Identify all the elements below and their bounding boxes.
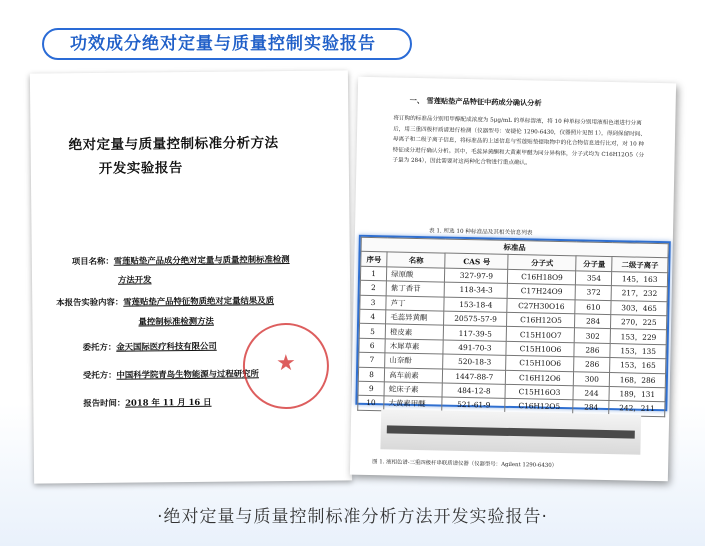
table-header-cell: 名称: [387, 252, 445, 268]
contractor-field: [83, 367, 259, 381]
table-body: [358, 266, 668, 416]
table-cell: 610: [575, 299, 611, 314]
table-cell: 蛇床子素: [384, 382, 442, 398]
table-cell: C16H18O9: [508, 269, 576, 285]
table-cell: C16H12O6: [506, 370, 574, 386]
standards-table: [357, 237, 669, 417]
table-cell: 153，135: [610, 343, 666, 359]
table-header-cell: CAS 号: [445, 253, 508, 269]
table-cell: 302: [575, 328, 611, 343]
analysis-page-document: [350, 77, 676, 482]
table-cell: 354: [576, 271, 612, 286]
table-cell: 高车前素: [385, 367, 443, 383]
table-cell: 7: [359, 352, 385, 367]
project-name-field: [72, 253, 290, 267]
document-stage: [22, 68, 682, 486]
standards-table-highlight: [355, 235, 670, 414]
table-cell: 3: [360, 295, 386, 310]
star-icon: ★: [275, 350, 296, 377]
table-cell: 绿原酸: [387, 267, 445, 283]
table-cell: 168，286: [610, 372, 666, 388]
table-cell: 286: [574, 357, 610, 372]
table-cell: 153-18-4: [444, 297, 507, 313]
table-cell: 244: [573, 386, 609, 401]
footer-caption: ·绝对定量与质量控制标准分析方法开发实验报告·: [157, 507, 548, 527]
table-cell: 153，165: [610, 358, 666, 374]
table-cell: 303，465: [611, 300, 667, 316]
table-cell: 117-39-5: [444, 325, 507, 341]
table-cell: 520-18-3: [443, 354, 506, 370]
report-title-line-2: 开发实验报告: [98, 160, 183, 177]
table-cell: 2: [360, 280, 386, 295]
client-field: [83, 340, 217, 353]
table-cell: 8: [358, 367, 384, 382]
official-seal-stamp: [242, 323, 329, 410]
table-cell: 木犀草素: [385, 339, 443, 355]
report-cover-document: [30, 70, 352, 483]
table-cell: 山奈酚: [385, 353, 443, 369]
instrument-photo: [380, 409, 641, 454]
report-content-value-1: 雪莲贴垫产品特征物质绝对定量结果及质: [123, 295, 275, 307]
table-cell: 1447-88-7: [443, 369, 506, 385]
project-name-label: 项目名称：: [71, 255, 114, 267]
table-cell: 6: [359, 338, 385, 353]
table-cell: C27H30O16: [507, 298, 575, 314]
contractor-value: 中国科学院青岛生物能源与过程研究所: [116, 368, 259, 380]
report-content-field: [56, 294, 274, 308]
contractor-label: 受托方：: [82, 369, 117, 381]
table-cell: 284: [573, 400, 609, 415]
table-cell: C15H10O6: [506, 356, 574, 372]
report-date-field: [83, 396, 211, 409]
table-cell: 4: [360, 309, 386, 324]
table-cell: 橙皮素: [385, 324, 443, 340]
table-cell: 491-70-3: [443, 340, 506, 356]
section-title-badge: [42, 28, 412, 60]
report-title-line-1: 绝对定量与质量控制标准分析方法: [68, 135, 279, 154]
table-cell: 284: [575, 314, 611, 329]
table-header-cell: 分子量: [576, 256, 612, 271]
figure-caption: 图 1. 液相色谱-三重四极杆串联质谱仪器（仪器型号：Agilent 1290-6430）: [372, 459, 558, 469]
client-value: 金天国际医疗科技有限公司: [116, 340, 217, 352]
project-name-value-1: 雪莲贴垫产品成分绝对定量与质量控制标准检测: [113, 253, 290, 266]
table-cell: 286: [574, 343, 610, 358]
table-cell: 芦丁: [386, 295, 444, 311]
table-cell: 270，225: [611, 315, 667, 331]
table-cell: 9: [358, 381, 384, 396]
table-cell: 118-34-3: [445, 282, 508, 298]
table-cell: C15H10O7: [507, 327, 575, 343]
report-date-label: 报告时间：: [83, 397, 126, 409]
table-cell: C15H16O3: [505, 384, 573, 400]
table-cell: 紫丁香苷: [386, 281, 444, 297]
table-header-cell: 分子式: [508, 255, 576, 271]
table-cell: 145，163: [612, 271, 668, 287]
table-cell: 242，211: [609, 401, 665, 417]
table-group-header: 标准品: [361, 237, 668, 258]
report-content-value-2: 量控制标准检测方法: [138, 315, 214, 327]
table-header-cell: 二级子离子: [612, 257, 668, 273]
table-cell: 5: [359, 324, 385, 339]
table-cell: 毛蕊异黄酮: [386, 310, 444, 326]
instrument-photo-bar: [387, 425, 635, 438]
report-content-label: 本报告实验内容：: [56, 296, 124, 308]
table-cell: 484-12-8: [442, 383, 505, 399]
analysis-paragraph: 将订购的标准品分别用甲醇配成浓度为 5μg/mL 的单标溶液，将 10 种单标分别用液相色谱进行分离后，用三重四极杆质谱进行检测（仪器型号：安捷伦 1290-6430，仪器照片见图 1），得到保留时间、母离子和二级子离子信息，将标准品的上述信息与雪莲贴垫提取物中的化合物信息进行比对，对 10 种特征成分进行确认分析。其中，毛蕊异黄酮和大黄素甲醚为同分异构体，分子式均为 C16H12O5（分子量为 284），因此需要对这两种化合物进行重点确认。: [392, 115, 646, 167]
table-cell: 10: [358, 396, 384, 411]
section-title: 功效成分绝对定量与质量控制实验报告: [70, 34, 376, 54]
report-title: [68, 131, 318, 182]
table-cell: 521-61-9: [442, 397, 505, 413]
table-caption: 表 1. 所选 10 种标准品及其相关信息列表: [428, 228, 533, 237]
table-cell: 327-97-9: [445, 268, 508, 284]
table-header-cell: 序号: [361, 252, 387, 267]
table-cell: 189，131: [609, 386, 665, 402]
table-cell: C16H12O5: [505, 399, 573, 415]
table-cell: C17H24O9: [508, 284, 576, 300]
table-cell: C15H10O6: [506, 341, 574, 357]
table-cell: 300: [574, 371, 610, 386]
table-cell: 20575-57-9: [444, 311, 507, 327]
client-label: 委托方：: [82, 341, 117, 353]
project-name-value-2: 方法开发: [117, 274, 152, 285]
table-cell: 217，232: [611, 286, 667, 302]
table-cell: 大黄素甲醚: [384, 396, 442, 412]
table-cell: 372: [576, 285, 612, 300]
report-date-value: 2018 年 11 月 16 日: [125, 396, 212, 408]
analysis-section-title: 一、 雪莲贴垫产品特征中药成分确认分析: [409, 95, 542, 108]
table-cell: 1: [360, 266, 386, 281]
table-cell: 153，229: [611, 329, 667, 345]
table-cell: C16H12O5: [507, 312, 575, 328]
